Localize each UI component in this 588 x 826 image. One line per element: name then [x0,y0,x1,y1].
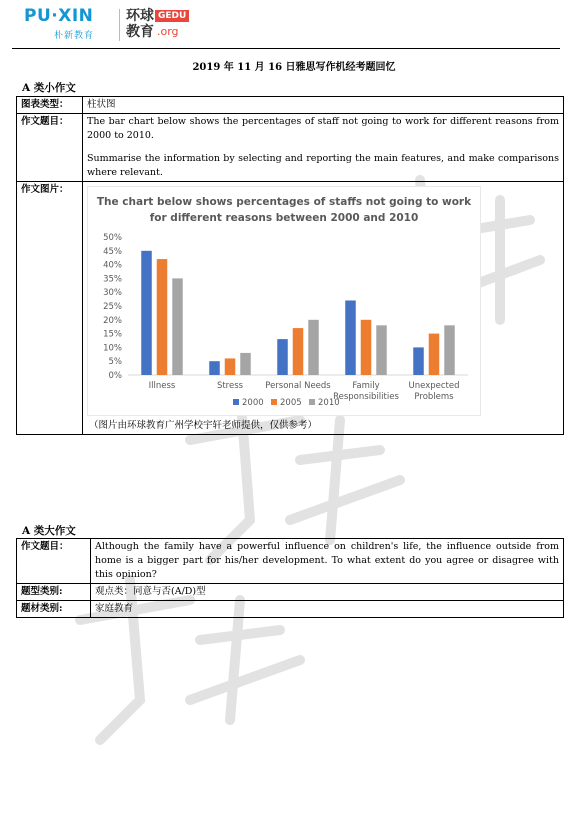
large-task-section-title: A 类大作文 [22,525,76,537]
legend-label-2000: 2000 [242,398,264,408]
topic-cell [83,114,564,182]
gedu-logo-org: .org [157,25,179,38]
chart-type-label: 图表类型： [17,97,83,114]
x-tick-label: Illness [148,381,176,391]
y-tick-label: 0% [108,371,122,381]
chart-type-value: 柱状图 [83,97,564,114]
y-tick-label: 25% [103,302,122,312]
puxin-logo: PU·XIN [24,6,94,26]
huanqiu-logo: 环球 教育 [126,8,154,40]
small-task-section-title: A 类小作文 [22,82,76,94]
bar-chart [87,186,481,416]
bar-2000-personal-needs [277,339,288,375]
puxin-logo-subtitle: 朴新教育 [54,31,95,41]
essay-topic-text: Although the family have a powerful influence on children's life, the influence outside from home is a bigger part for his/her development. To what extent do you agree or disagree with this opinion? [95,541,559,580]
image-row [17,182,564,435]
bar-2005-stress [225,358,236,375]
y-tick-label: 30% [103,288,122,299]
logo-divider [119,9,120,41]
x-tick-label: Problems [414,392,454,402]
bar-2005-unexpected-problems [429,334,440,375]
small-task-table [16,96,564,435]
x-tick-label: Unexpected [408,381,460,391]
legend-swatch-2000 [233,399,239,405]
bar-2010-family-responsibilities [376,325,387,375]
bar-2000-family-responsibilities [345,300,356,375]
image-caption: （图片由环球教育广州学校宇轩老师提供，仅供参考） [89,420,318,431]
material-type-row [17,601,564,618]
legend-label-2005: 2005 [280,398,302,408]
y-tick-label: 35% [103,274,122,285]
x-tick-label: Responsibilities [333,392,399,402]
y-tick-label: 40% [103,260,122,271]
topic-paragraph-1: The bar chart below shows the percentages of staff not going to work for different reasons from 2000 to 2010. [87,116,559,141]
topic-label: 作文题目： [17,114,83,182]
chart-type-row [17,97,564,114]
topic-row [17,114,564,182]
y-tick-label: 15% [103,329,122,340]
legend-label-2010: 2010 [318,398,340,408]
bar-2010-stress [240,353,251,375]
image-cell [83,182,564,435]
topic-paragraph-2: Summarise the information by selecting and reporting the main features, and make comparisons where relevant. [87,153,559,178]
essay-topic-value [91,539,564,584]
legend-swatch-2010 [309,399,315,405]
document-title: 2019 年 11 月 16 日雅思写作机经考题回忆 [192,62,396,73]
bar-2005-illness [157,259,168,375]
x-tick-label: Stress [216,381,244,391]
bar-2000-unexpected-problems [413,347,424,375]
material-type-label: 题材类别: [17,601,91,618]
y-tick-label: 20% [103,315,122,326]
y-tick-label: 10% [103,343,122,354]
bar-2000-illness [141,251,152,375]
question-type-row [17,584,564,601]
x-tick-label: Family [352,381,380,391]
bar-2010-personal-needs [308,320,319,375]
legend-swatch-2005 [271,399,277,405]
essay-topic-row [17,539,564,584]
bar-2000-stress [209,361,220,375]
header-rule [12,48,560,49]
y-tick-label: 5% [108,357,122,368]
x-tick-label: Personal Needs [265,381,331,391]
bar-2010-unexpected-problems [444,325,455,375]
chart-title: The chart below shows percentages of staffs not going to work for different reasons between 2000 and 2010 [96,196,472,224]
image-label: 作文图片： [17,182,83,435]
bar-2005-personal-needs [293,328,304,375]
material-type-value: 家庭教育 [91,601,564,618]
bar-2010-illness [172,278,183,375]
question-type-value: 观点类：同意与否(A/D)型 [91,584,564,601]
page-header [16,4,572,50]
y-tick-label: 45% [103,246,122,257]
y-tick-label: 50% [103,233,122,243]
essay-topic-label: 作文题目： [17,539,91,584]
gedu-logo-badge: GEDU [155,10,189,22]
question-type-label: 题型类别: [17,584,91,601]
bar-2005-family-responsibilities [361,320,372,375]
large-task-table [16,538,564,618]
